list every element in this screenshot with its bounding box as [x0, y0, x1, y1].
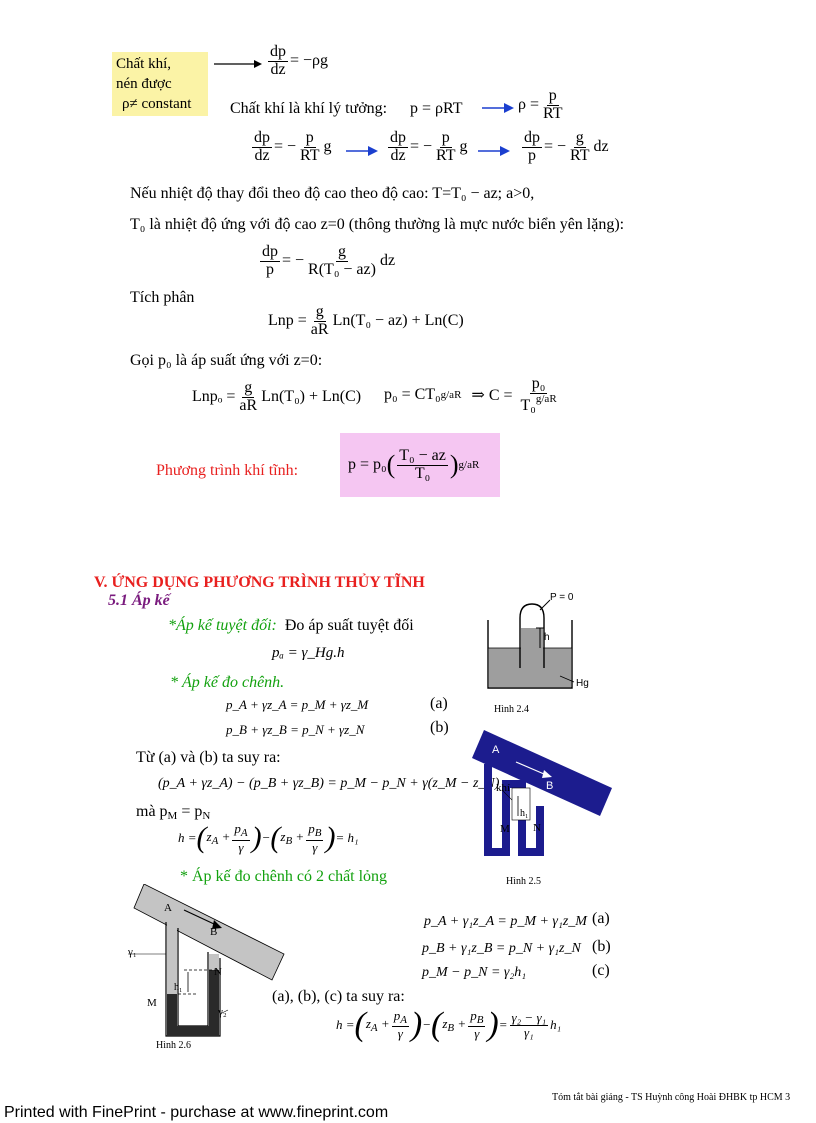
eq-p0: p₀ = CT₀ g/aR ⇒ C = $\frac{\text{p₀}}{T_0^{g/aR}}$	[384, 375, 557, 414]
note-line-1: Chất khí,	[116, 56, 171, 72]
fig24-p-label: P = 0	[550, 592, 574, 603]
eq2-a: p_A + γ₁z_A = p_M + γ₁z_M	[424, 914, 587, 929]
tag-a: (a)	[430, 695, 448, 712]
fig25-khi-label: khí	[496, 782, 511, 794]
fig25-b-label: B	[546, 780, 554, 792]
khi-tinh-box: p = p₀ ( $\frac{\text{T₀ − az}}{\text{T₀}}$ ) g/aR	[340, 433, 500, 497]
note-box	[112, 52, 208, 116]
tag2-c: (c)	[592, 962, 610, 979]
fig26-caption: Hình 2.6	[156, 1040, 191, 1051]
fig24-hg-label: Hg	[576, 678, 589, 689]
fig26-a-label: A	[164, 902, 172, 914]
fig25-a-label: A	[492, 744, 500, 756]
fig25-caption: Hình 2.5	[506, 876, 541, 887]
ap-ke-tuyet-doi	[168, 617, 414, 635]
blue-arrow-icon	[478, 145, 510, 157]
tich-phan: Tích phân	[130, 289, 195, 306]
section-sub: 5.1 Áp kế	[108, 592, 170, 609]
khi-tinh-label: Phương trình khí tĩnh:	[156, 462, 299, 479]
fig26-g1-label: γ₁	[128, 946, 137, 958]
from-text: Từ (a) và (b) ta suy ra:	[136, 749, 281, 766]
footer-credit: Tóm tắt bài giảng - TS Huỳnh công Hoài ĐHBK tp HCM 3	[552, 1092, 791, 1103]
chain-eq-2: $\frac{dp}{dz}$ = − $\frac{p}{RT}$ g	[390, 129, 468, 164]
fig24-h-label: h	[544, 632, 550, 643]
two-liquid-label: * Áp kế đo chênh có 2 chất lỏng	[180, 868, 388, 885]
tag2-b: (b)	[592, 938, 611, 955]
note-line-3: ρ≠ constant	[122, 96, 192, 112]
eq-derive: (p_A + γz_A) − (p_B + γz_B) = p_M − p_N + γ(z_M − z_N)	[158, 776, 500, 791]
blue-arrow-icon	[482, 102, 514, 114]
fineprint-banner[interactable]: Printed with FinePrint - purchase at www.fineprint.com	[4, 1104, 389, 1121]
p0-text: Gọi p₀ là áp suất ứng với z=0:	[130, 352, 323, 369]
suy-ra-text: (a), (b), (c) ta suy ra:	[272, 988, 405, 1005]
t0-text: T₀ là nhiệt độ ứng với độ cao z=0 (thông thường là mực nước biển yên lặng):	[130, 216, 625, 233]
eq-pa: pₐ = γ_Hg.h	[272, 645, 345, 661]
fig26-g2-label: γ₂	[218, 1006, 227, 1018]
chain-eq-1: $\frac{dp}{dz}$ = − $\frac{p}{RT}$ g	[254, 129, 332, 164]
eq-a: p_A + γz_A = p_M + γz_M	[226, 697, 369, 712]
ideal-gas-label: Chất khí là khí lý tưởng:	[230, 100, 388, 117]
fig26-h1-label: h₁	[174, 982, 183, 993]
fig26-b-label: B	[210, 926, 218, 938]
blue-arrow-icon	[346, 145, 378, 157]
fig26-n-label: N	[214, 966, 222, 978]
fig25-n-label: N	[533, 822, 541, 834]
eq2-c: p_M − p_N = γ₂h₁	[422, 965, 527, 980]
ma-text: mà $p_M = p_N$	[136, 803, 211, 822]
note-line-2: nén được	[116, 76, 172, 92]
temp-text: Nếu nhiệt độ thay đổi theo độ cao theo độ cao: T=T₀ − az; a>0,	[130, 185, 535, 202]
chain-eq-3: $\frac{dp}{p}$ = − $\frac{g}{RT}$ dz	[524, 129, 609, 164]
figure-2-5	[460, 724, 620, 864]
eq-lnp: Lnp = $\frac{g}{aR}$ Ln(T₀ − az) + Ln(C)	[268, 303, 464, 338]
ap-ke-do-chenh-label: * Áp kế đo chênh.	[170, 674, 285, 691]
eq-lnp0: Lnpₒ = $\frac{g}{aR}$ Ln(T₀) + Ln(C)	[192, 379, 362, 414]
fig25-h1-label: h₁	[520, 808, 529, 819]
eq-dp-p: $\frac{dp}{p}$ = − $\frac{g}{\text{R(T₀ − az)}}$ dz	[262, 243, 396, 278]
section-title: V. ỨNG DỤNG PHƯƠNG TRÌNH THỦY TĨNH	[94, 574, 425, 591]
eq-h: h = ( $z_A$ + $\frac{p_A}{\gamma}$ ) − ( $z_B$ + $\frac{p_B}{\gamma}$ ) = h₁	[178, 821, 359, 855]
ap-ke-tuyet-doi-label: *Áp kế tuyệt đối:	[168, 617, 277, 634]
figure-2-4	[480, 584, 600, 714]
fig26-m-label: M	[147, 997, 157, 1009]
eq2-b: p_B + γ₁z_B = p_N + γ₁z_N	[422, 941, 581, 956]
tag2-a: (a)	[592, 910, 610, 927]
ap-ke-tuyet-doi-desc: Đo áp suất tuyệt đối	[284, 617, 414, 634]
eq-final: h = ( $z_A$ + $\frac{p_A}{\gamma}$ ) − ( $z_B$ + $\frac{p_B}{\gamma}$ ) = $\frac{\text{γ₂ − γ₁}}{\text{γ₁}}$ h₁	[336, 1006, 562, 1043]
figure-2-6	[126, 884, 286, 1044]
fig24-caption: Hình 2.4	[494, 704, 529, 715]
arrow-icon	[214, 58, 262, 70]
fig25-m-label: M	[500, 823, 510, 835]
eq-b: p_B + γz_B = p_N + γz_N	[226, 722, 365, 737]
ideal-gas-eq: p = ρRT	[410, 100, 463, 117]
eq-rho: ρ = $\frac{p}{RT}$	[518, 87, 563, 122]
tag-b: (b)	[430, 719, 449, 736]
eq-dp-dz: $\frac{dp}{dz}$ = −ρg	[270, 43, 329, 78]
